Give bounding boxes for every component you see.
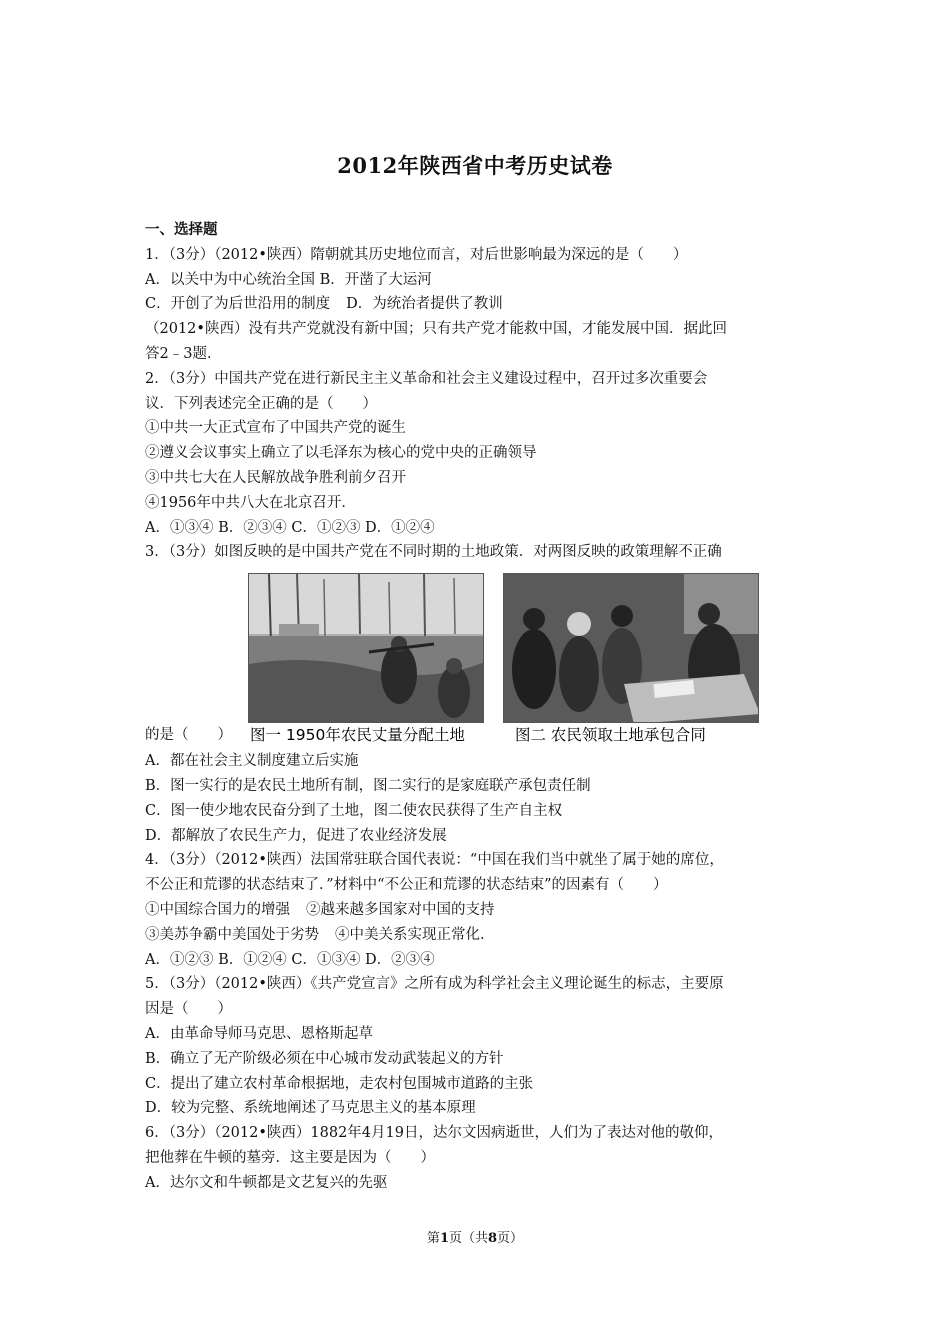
q5-option-a: A．由革命导师马克思、恩格斯起草 xyxy=(145,1025,373,1042)
q6-option-a: A．达尔文和牛顿都是文艺复兴的先驱 xyxy=(145,1174,388,1191)
footer-suffix: 页） xyxy=(497,1231,524,1246)
page-title: 2012年陕西省中考历史试卷 xyxy=(337,153,613,178)
q3-option-c: C．图一使少地农民奋分到了土地，图二使农民获得了生产自主权 xyxy=(145,802,563,819)
q1-options-ab: A．以关中为中心统治全国 B．开凿了大运河 xyxy=(145,271,432,288)
q3-option-b: B．图一实行的是农民土地所有制，图二实行的是家庭联产承包责任制 xyxy=(145,777,591,794)
q2-statement-1: ①中共一大正式宣布了中国共产党的诞生 xyxy=(145,420,406,437)
photo-land-survey-image xyxy=(249,574,484,723)
q5-option-c: C．提出了建立农村革命根据地，走农村包围城市道路的主张 xyxy=(145,1075,534,1092)
page-footer xyxy=(0,1227,950,1246)
q5-stem-2: 因是（ ） xyxy=(145,1001,232,1018)
q4-statements-3-4 xyxy=(145,923,825,948)
q2-stem-1: 2．（3分）中国共产党在进行新民主主义革命和社会主义建设过程中，召开过多次重要会 xyxy=(145,370,708,387)
q1-option-c: C．开创了为后世沿用的制度 xyxy=(145,296,331,313)
q1-stem: 1．（3分）（2012•陕西）隋朝就其历史地位而言，对后世影响最为深远的是（ ） xyxy=(145,246,688,263)
figure-2-caption: 图二 农民领取土地承包合同 xyxy=(515,726,706,745)
q3-option-d: D．都解放了农民生产力，促进了农业经济发展 xyxy=(145,827,447,844)
q4-statement-1: ①中国综合国力的增强 xyxy=(145,901,290,918)
q4-options: A．①②③ B．①②④ C．①③④ D．②③④ xyxy=(145,951,435,968)
exam-content xyxy=(145,218,825,1196)
photo-contract-distribution xyxy=(503,573,759,723)
section-heading: 一、选择题 xyxy=(145,221,218,238)
material-line-2: 答2﹣3题． xyxy=(145,345,222,362)
q1-option-d: D．为统治者提供了教训 xyxy=(346,296,503,313)
footer-prefix: 第 xyxy=(426,1231,440,1246)
q4-stem-1: 4．（3分）（2012•陕西）法国常驻联合国代表说：“中国在我们当中就坐了属于她的席位， xyxy=(145,852,724,869)
q3-figures xyxy=(145,573,825,723)
material-line-1: （2012•陕西）没有共产党就没有新中国；只有共产党才能救中国，才能发展中国．据此回 xyxy=(145,321,727,338)
q2-statement-3: ③中共七大在人民解放战争胜利前夕召开 xyxy=(145,469,406,486)
q4-statement-4: ④中美关系实现正常化． xyxy=(335,926,495,943)
footer-middle: 页（共 xyxy=(448,1231,488,1246)
photo-contract-image xyxy=(504,574,759,723)
q3-option-a: A．都在社会主义制度建立后实施 xyxy=(145,753,359,770)
q5-option-d: D．较为完整、系统地阐述了马克思主义的基本原理 xyxy=(145,1100,476,1117)
q3-stem-1: 3．（3分）如图反映的是中国共产党在不同时期的土地政策．对两图反映的政策理解不正确 xyxy=(145,544,722,561)
q6-stem-1: 6．（3分）（2012•陕西）1882年4月19日，达尔文因病逝世，人们为了表达对他的敬仰， xyxy=(145,1125,723,1142)
q5-option-b: B．确立了无产阶级必须在中心城市发动武装起义的方针 xyxy=(145,1050,504,1067)
q2-options: A．①③④ B．②③④ C．①②③ D．①②④ xyxy=(145,519,435,536)
figure-1-caption: 图一 1950年农民丈量分配土地 xyxy=(250,726,465,745)
q2-statement-4: ④1956年中共八大在北京召开． xyxy=(145,494,356,511)
q5-stem-1: 5．（3分）（2012•陕西）《共产党宣言》之所有成为科学社会主义理论诞生的标志，主要原 xyxy=(145,976,724,993)
q6-stem-2: 把他葬在牛顿的墓旁．这主要是因为（ ） xyxy=(145,1149,435,1166)
q4-statements-1-2 xyxy=(145,898,825,923)
footer-total-pages: 8 xyxy=(488,1231,498,1246)
footer-page-number: 1 xyxy=(439,1231,449,1246)
q2-stem-2: 议．下列表述完全正确的是（ ） xyxy=(145,395,377,412)
q4-statement-2: ②越来越多国家对中国的支持 xyxy=(306,901,495,918)
q4-statement-3: ③美苏争霸中美国处于劣势 xyxy=(145,926,319,943)
q3-stem-and-captions xyxy=(145,723,825,749)
q3-stem-2: 的是（ ） xyxy=(145,727,232,744)
q4-stem-2: 不公正和荒谬的状态结束了．”材料中“不公正和荒谬的状态结束”的因素有（ ） xyxy=(145,877,668,894)
q2-statement-2: ②遵义会议事实上确立了以毛泽东为核心的党中央的正确领导 xyxy=(145,445,537,462)
q1-options-cd xyxy=(145,292,825,317)
photo-land-survey xyxy=(248,573,484,723)
